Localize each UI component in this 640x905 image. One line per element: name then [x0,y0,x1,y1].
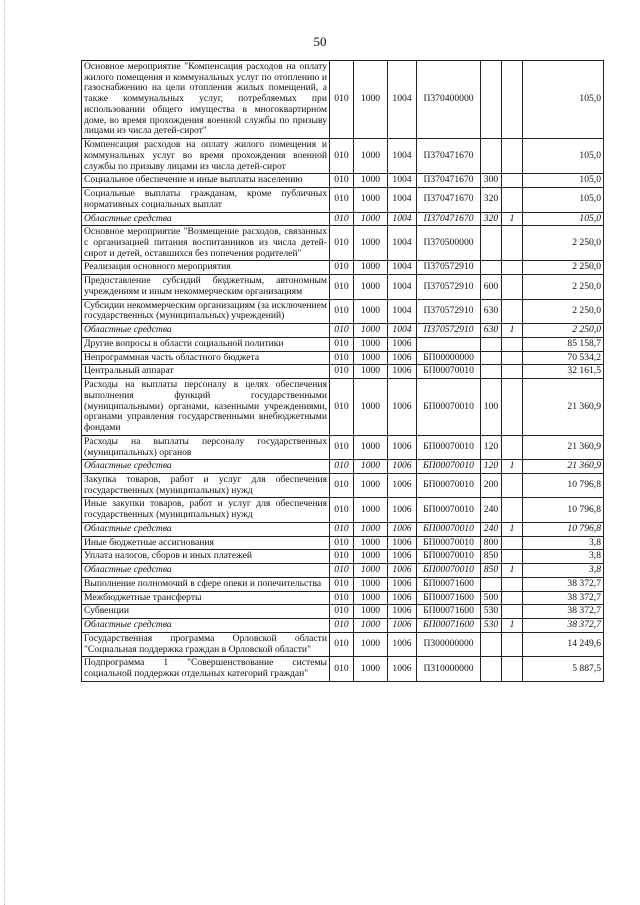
subsection-code-cell: 1006 [388,473,417,497]
table-row [82,591,604,605]
funding-source-cell: 1 [502,522,523,536]
table-row [82,564,604,578]
funding-source-cell [502,379,523,436]
table-row [82,577,604,591]
table-row [82,337,604,351]
amount-cell: 2 250,0 [523,226,604,261]
table-row [82,498,604,522]
amount-cell: 21 360,9 [523,460,604,474]
funding-source-cell [502,61,523,139]
expense-name-cell: Расходы на выплаты персоналу государственных (муниципальных) органов [82,435,330,459]
table-row [82,139,604,174]
expense-name-cell: Субсидии некоммерческим организациям (за исключением государственных (муниципальных) учреждений) [82,299,330,323]
target-article-code-cell: БП00070010 [417,379,481,436]
amount-cell: 38 372,7 [523,577,604,591]
ministry-code-cell: 010 [330,351,354,365]
expense-type-code-cell [481,139,502,174]
section-code-cell: 1000 [354,337,388,351]
table-row [82,550,604,564]
ministry-code-cell: 010 [330,261,354,275]
expense-type-code-cell: 530 [481,605,502,619]
expense-name-cell: Подпрограмма 1 "Совершенствование системы социальной поддержки отдельных категорий граждан" [82,657,330,681]
amount-cell: 105,0 [523,174,604,188]
subsection-code-cell: 1004 [388,188,417,212]
funding-source-cell [502,174,523,188]
expense-name-cell: Областные средства [82,522,330,536]
expense-name-cell: Закупка товаров, работ и услуг для обеспечения государственных (муниципальных) нужд [82,473,330,497]
table-row [82,261,604,275]
expense-name-cell: Основное мероприятие "Компенсация расходов на оплату жилого помещения и коммунальных услуг по отоплению и газоснабжению на цели отопления жилых помещений, а также коммунальных услуг, потребляемых при использовании общего имущества в многоквартирном доме, во время прохождения военной службы по призыву лицами из числа детей-сирот" [82,61,330,139]
expense-type-code-cell: 320 [481,188,502,212]
subsection-code-cell: 1006 [388,365,417,379]
ministry-code-cell: 010 [330,174,354,188]
target-article-code-cell: П370500000 [417,226,481,261]
target-article-code-cell: П370471670 [417,139,481,174]
table-row [82,435,604,459]
amount-cell: 105,0 [523,61,604,139]
expense-type-code-cell: 100 [481,379,502,436]
ministry-code-cell: 010 [330,657,354,681]
subsection-code-cell: 1006 [388,351,417,365]
ministry-code-cell: 010 [330,337,354,351]
amount-cell: 3,8 [523,564,604,578]
funding-source-cell [502,550,523,564]
expense-name-cell: Областные средства [82,324,330,338]
target-article-code-cell: П370572910 [417,275,481,299]
funding-source-cell [502,473,523,497]
table-row [82,619,604,633]
target-article-code-cell: П300000000 [417,632,481,656]
subsection-code-cell: 1004 [388,61,417,139]
table-row [82,188,604,212]
expense-type-code-cell: 850 [481,550,502,564]
funding-source-cell [502,337,523,351]
subsection-code-cell: 1004 [388,139,417,174]
expense-name-cell: Областные средства [82,564,330,578]
expense-type-code-cell: 300 [481,174,502,188]
subsection-code-cell: 1006 [388,460,417,474]
subsection-code-cell: 1006 [388,591,417,605]
table-row [82,460,604,474]
expense-name-cell: Областные средства [82,212,330,226]
ministry-code-cell: 010 [330,498,354,522]
section-code-cell: 1000 [354,212,388,226]
amount-cell: 14 249,6 [523,632,604,656]
target-article-code-cell: П370572910 [417,324,481,338]
ministry-code-cell: 010 [330,473,354,497]
subsection-code-cell: 1004 [388,226,417,261]
table-row [82,536,604,550]
amount-cell: 10 796,8 [523,498,604,522]
amount-cell: 21 360,9 [523,435,604,459]
expense-name-cell: Выполнение полномочий в сфере опеки и попечительства [82,577,330,591]
ministry-code-cell: 010 [330,536,354,550]
section-code-cell: 1000 [354,324,388,338]
funding-source-cell [502,365,523,379]
section-code-cell: 1000 [354,435,388,459]
target-article-code-cell: БП00071600 [417,605,481,619]
expense-type-code-cell [481,337,502,351]
subsection-code-cell: 1006 [388,498,417,522]
table-row [82,351,604,365]
section-code-cell: 1000 [354,591,388,605]
expense-type-code-cell: 530 [481,619,502,633]
expense-type-code-cell: 630 [481,324,502,338]
target-article-code-cell: П310000000 [417,657,481,681]
expense-type-code-cell: 240 [481,498,502,522]
section-code-cell: 1000 [354,226,388,261]
target-article-code-cell: П370471670 [417,174,481,188]
ministry-code-cell: 010 [330,564,354,578]
table-row [82,632,604,656]
expense-name-cell: Реализация основного мероприятия [82,261,330,275]
section-code-cell: 1000 [354,351,388,365]
binding-marks [4,0,9,905]
target-article-code-cell: П370572910 [417,261,481,275]
section-code-cell: 1000 [354,365,388,379]
table-row [82,365,604,379]
budget-table [81,60,604,682]
table-row [82,522,604,536]
section-code-cell: 1000 [354,522,388,536]
target-article-code-cell: П370471670 [417,188,481,212]
funding-source-cell [502,435,523,459]
table-row [82,212,604,226]
funding-source-cell: 1 [502,212,523,226]
table-row [82,379,604,436]
expense-name-cell: Субвенции [82,605,330,619]
table-row [82,605,604,619]
funding-source-cell [502,139,523,174]
ministry-code-cell: 010 [330,299,354,323]
section-code-cell: 1000 [354,275,388,299]
amount-cell: 21 360,9 [523,379,604,436]
expense-type-code-cell: 800 [481,536,502,550]
amount-cell: 3,8 [523,536,604,550]
amount-cell: 10 796,8 [523,473,604,497]
subsection-code-cell: 1006 [388,619,417,633]
section-code-cell: 1000 [354,460,388,474]
amount-cell: 38 372,7 [523,619,604,633]
subsection-code-cell: 1006 [388,605,417,619]
target-article-code-cell: БП00071600 [417,577,481,591]
ministry-code-cell: 010 [330,605,354,619]
amount-cell: 10 796,8 [523,522,604,536]
ministry-code-cell: 010 [330,591,354,605]
subsection-code-cell: 1006 [388,522,417,536]
funding-source-cell: 1 [502,564,523,578]
amount-cell: 2 250,0 [523,275,604,299]
budget-table-body [82,61,604,682]
ministry-code-cell: 010 [330,365,354,379]
target-article-code-cell [417,337,481,351]
amount-cell: 3,8 [523,550,604,564]
expense-name-cell: Областные средства [82,460,330,474]
table-row [82,473,604,497]
table-row [82,174,604,188]
expense-type-code-cell: 500 [481,591,502,605]
expense-name-cell: Основное мероприятие "Возмещение расходов, связанных с организацией питания воспитанников из числа детей-сирот и детей, оставшихся без попечения родителей" [82,226,330,261]
ministry-code-cell: 010 [330,550,354,564]
amount-cell: 5 887,5 [523,657,604,681]
target-article-code-cell: БП00000000 [417,351,481,365]
amount-cell: 105,0 [523,139,604,174]
expense-type-code-cell: 850 [481,564,502,578]
expense-type-code-cell: 120 [481,435,502,459]
subsection-code-cell: 1004 [388,324,417,338]
expense-name-cell: Межбюджетные трансферты [82,591,330,605]
section-code-cell: 1000 [354,473,388,497]
expense-name-cell: Областные средства [82,619,330,633]
amount-cell: 2 250,0 [523,261,604,275]
expense-name-cell: Компенсация расходов на оплату жилого помещения и коммунальных услуг во время прохождения военной службы по призыву лицами из числа детей-сирот [82,139,330,174]
expense-name-cell: Иные закупки товаров, работ и услуг для обеспечения государственных (муниципальных) нужд [82,498,330,522]
section-code-cell: 1000 [354,657,388,681]
table-row [82,657,604,681]
section-code-cell: 1000 [354,550,388,564]
section-code-cell: 1000 [354,605,388,619]
funding-source-cell [502,536,523,550]
ministry-code-cell: 010 [330,61,354,139]
amount-cell: 105,0 [523,212,604,226]
expense-name-cell: Социальные выплаты гражданам, кроме публичных нормативных социальных выплат [82,188,330,212]
target-article-code-cell: П370572910 [417,299,481,323]
subsection-code-cell: 1004 [388,174,417,188]
section-code-cell: 1000 [354,577,388,591]
target-article-code-cell: БП00071600 [417,619,481,633]
funding-source-cell [502,498,523,522]
target-article-code-cell: БП00070010 [417,522,481,536]
amount-cell: 32 161,5 [523,365,604,379]
ministry-code-cell: 010 [330,324,354,338]
expense-name-cell: Уплата налогов, сборов и иных платежей [82,550,330,564]
subsection-code-cell: 1006 [388,632,417,656]
funding-source-cell [502,299,523,323]
table-row [82,275,604,299]
section-code-cell: 1000 [354,379,388,436]
expense-type-code-cell: 320 [481,212,502,226]
section-code-cell: 1000 [354,299,388,323]
ministry-code-cell: 010 [330,188,354,212]
expense-name-cell: Государственная программа Орловской области "Социальная поддержка граждан в Орловской области" [82,632,330,656]
target-article-code-cell: БП00070010 [417,435,481,459]
expense-type-code-cell: 630 [481,299,502,323]
expense-name-cell: Центральный аппарат [82,365,330,379]
subsection-code-cell: 1006 [388,564,417,578]
section-code-cell: 1000 [354,564,388,578]
subsection-code-cell: 1004 [388,261,417,275]
amount-cell: 105,0 [523,188,604,212]
expense-type-code-cell [481,351,502,365]
subsection-code-cell: 1006 [388,435,417,459]
ministry-code-cell: 010 [330,379,354,436]
expense-type-code-cell [481,261,502,275]
target-article-code-cell: БП00070010 [417,536,481,550]
section-code-cell: 1000 [354,139,388,174]
expense-type-code-cell [481,657,502,681]
subsection-code-cell: 1006 [388,379,417,436]
ministry-code-cell: 010 [330,632,354,656]
section-code-cell: 1000 [354,498,388,522]
subsection-code-cell: 1006 [388,657,417,681]
target-article-code-cell: БП00071600 [417,591,481,605]
funding-source-cell: 1 [502,460,523,474]
funding-source-cell [502,226,523,261]
funding-source-cell [502,577,523,591]
ministry-code-cell: 010 [330,460,354,474]
section-code-cell: 1000 [354,188,388,212]
amount-cell: 38 372,7 [523,591,604,605]
expense-name-cell: Расходы на выплаты персоналу в целях обеспечения выполнения функций государственными (муниципальными) органами, казенными учреждениями, органами управления государственными внебюджетными фондами [82,379,330,436]
funding-source-cell [502,188,523,212]
target-article-code-cell: БП00070010 [417,473,481,497]
expense-type-code-cell: 240 [481,522,502,536]
ministry-code-cell: 010 [330,619,354,633]
table-row [82,324,604,338]
ministry-code-cell: 010 [330,212,354,226]
ministry-code-cell: 010 [330,435,354,459]
ministry-code-cell: 010 [330,522,354,536]
funding-source-cell [502,632,523,656]
funding-source-cell [502,657,523,681]
subsection-code-cell: 1006 [388,550,417,564]
amount-cell: 85 158,7 [523,337,604,351]
expense-name-cell: Другие вопросы в области социальной политики [82,337,330,351]
ministry-code-cell: 010 [330,577,354,591]
subsection-code-cell: 1006 [388,577,417,591]
expense-type-code-cell [481,577,502,591]
target-article-code-cell: БП00070010 [417,460,481,474]
target-article-code-cell: П370471670 [417,212,481,226]
subsection-code-cell: 1004 [388,299,417,323]
target-article-code-cell: БП00070010 [417,365,481,379]
expense-name-cell: Непрограммная часть областного бюджета [82,351,330,365]
ministry-code-cell: 010 [330,139,354,174]
subsection-code-cell: 1004 [388,212,417,226]
section-code-cell: 1000 [354,632,388,656]
amount-cell: 2 250,0 [523,324,604,338]
subsection-code-cell: 1004 [388,275,417,299]
amount-cell: 2 250,0 [523,299,604,323]
expense-type-code-cell: 600 [481,275,502,299]
expense-name-cell: Иные бюджетные ассигнования [82,536,330,550]
target-article-code-cell: БП00070010 [417,550,481,564]
table-row [82,226,604,261]
subsection-code-cell: 1006 [388,536,417,550]
expense-name-cell: Предоставление субсидий бюджетным, автономным учреждениям и иным некоммерческим организациям [82,275,330,299]
target-article-code-cell: П370400000 [417,61,481,139]
expense-name-cell: Социальное обеспечение и иные выплаты населению [82,174,330,188]
expense-type-code-cell: 120 [481,460,502,474]
ministry-code-cell: 010 [330,226,354,261]
section-code-cell: 1000 [354,174,388,188]
section-code-cell: 1000 [354,536,388,550]
funding-source-cell: 1 [502,619,523,633]
expense-type-code-cell [481,226,502,261]
section-code-cell: 1000 [354,261,388,275]
funding-source-cell [502,275,523,299]
funding-source-cell: 1 [502,324,523,338]
expense-type-code-cell [481,365,502,379]
subsection-code-cell: 1006 [388,337,417,351]
expense-type-code-cell [481,632,502,656]
funding-source-cell [502,591,523,605]
funding-source-cell [502,261,523,275]
page-number: 50 [313,34,327,49]
table-row [82,299,604,323]
expense-type-code-cell [481,61,502,139]
table-row [82,61,604,139]
ministry-code-cell: 010 [330,275,354,299]
expense-type-code-cell: 200 [481,473,502,497]
section-code-cell: 1000 [354,61,388,139]
amount-cell: 70 534,2 [523,351,604,365]
funding-source-cell [502,605,523,619]
section-code-cell: 1000 [354,619,388,633]
funding-source-cell [502,351,523,365]
amount-cell: 38 372,7 [523,605,604,619]
target-article-code-cell: БП00070010 [417,564,481,578]
target-article-code-cell: БП00070010 [417,498,481,522]
